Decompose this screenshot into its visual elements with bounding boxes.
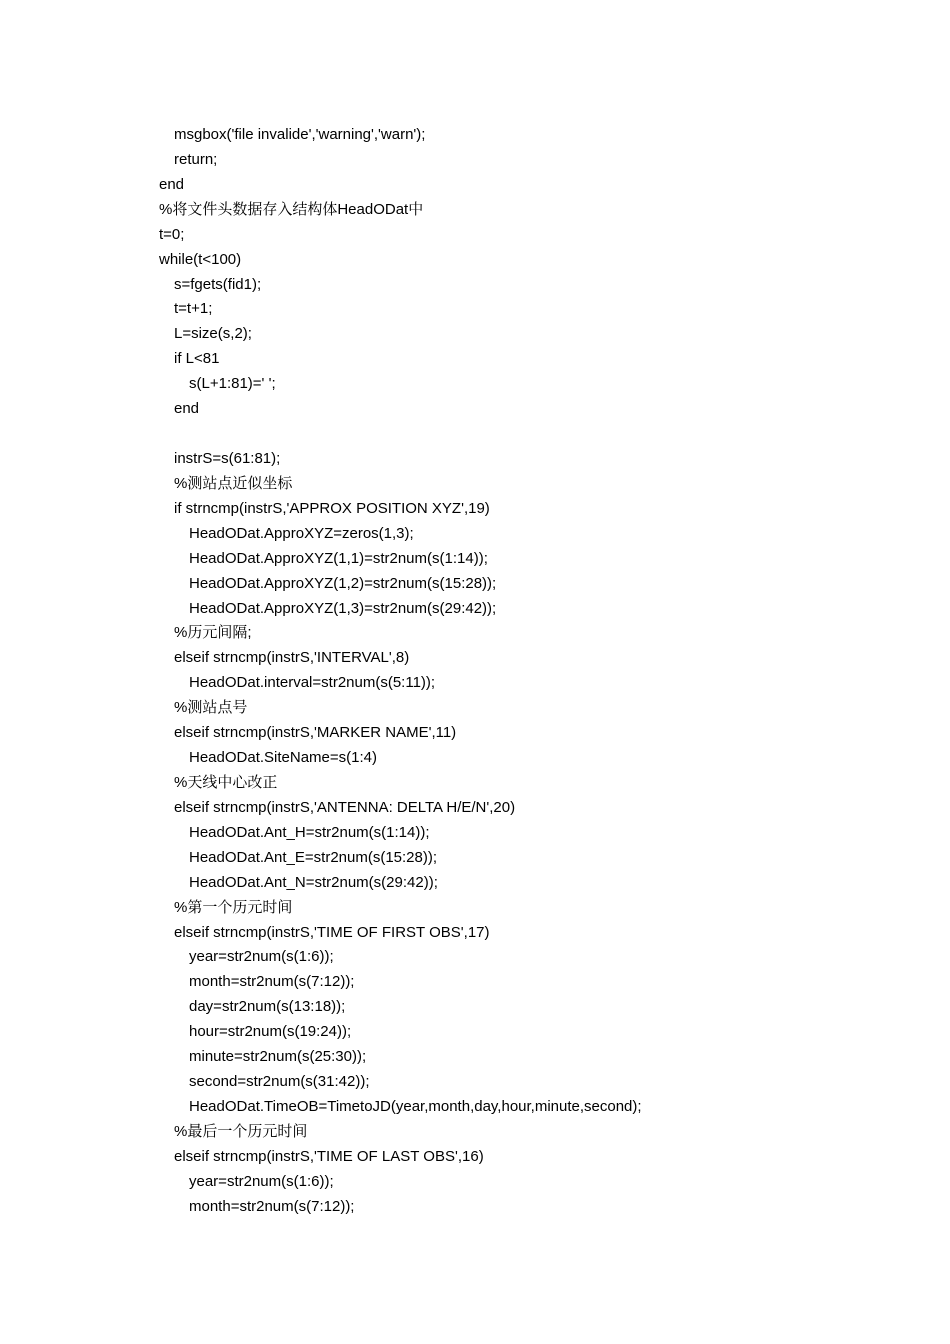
code-line: end: [174, 400, 200, 418]
code-line: elseif strncmp(instrS,'INTERVAL',8): [174, 649, 410, 667]
code-line: elseif strncmp(instrS,'ANTENNA: DELTA H/E/N',20): [174, 798, 516, 816]
code-line: month=str2num(s(7:12));: [189, 973, 355, 991]
code-line: HeadODat.interval=str2num(s(5:11));: [189, 674, 436, 692]
code-line: minute=str2num(s(25:30));: [189, 1048, 367, 1066]
comment-line: %第一个历元时间: [174, 898, 293, 916]
code-line: hour=str2num(s(19:24));: [189, 1023, 352, 1041]
code-line: while(t<100): [159, 250, 242, 268]
code-line: HeadODat.SiteName=s(1:4): [189, 749, 377, 767]
code-line: HeadODat.ApproXYZ(1,1)=str2num(s(1:14));: [189, 549, 488, 567]
comment-line: %天线中心改正: [174, 773, 278, 791]
code-line: L=size(s,2);: [174, 325, 252, 343]
code-line: msgbox('file invalide','warning','warn');: [174, 126, 426, 143]
code-line: HeadODat.ApproXYZ=zeros(1,3);: [189, 524, 414, 542]
code-line: elseif strncmp(instrS,'TIME OF FIRST OBS',17): [174, 923, 490, 941]
code-line: instrS=s(61:81);: [174, 449, 281, 467]
blank-line: [159, 422, 642, 447]
comment-line: %最后一个历元时间: [174, 1122, 308, 1140]
code-line: s=fgets(fid1);: [174, 275, 262, 293]
code-line: HeadODat.ApproXYZ(1,2)=str2num(s(15:28));: [189, 574, 497, 592]
comment-line: %测站点号: [174, 699, 248, 717]
comment-line: %历元间隔;: [174, 624, 252, 642]
code-line: t=0;: [159, 225, 185, 243]
code-line: second=str2num(s(31:42));: [189, 1073, 370, 1091]
code-line: end: [159, 175, 185, 193]
comment-line: %测站点近似坐标: [174, 474, 293, 492]
code-line: year=str2num(s(1:6));: [189, 1172, 334, 1190]
code-line: HeadODat.Ant_H=str2num(s(1:14));: [189, 823, 430, 841]
code-line: HeadODat.Ant_N=str2num(s(29:42));: [189, 873, 438, 891]
code-listing: [159, 123, 642, 1220]
code-line: HeadODat.Ant_E=str2num(s(15:28));: [189, 848, 438, 866]
code-line: s(L+1:81)=' ';: [189, 375, 276, 393]
comment-line: %将文件头数据存入结构体HeadODat中: [159, 200, 424, 218]
code-line: if L<81: [174, 350, 220, 368]
code-line: return;: [174, 150, 218, 168]
code-line: elseif strncmp(instrS,'MARKER NAME',11): [174, 724, 457, 742]
code-line: t=t+1;: [174, 300, 213, 318]
code-line: month=str2num(s(7:12));: [189, 1197, 355, 1215]
code-line: elseif strncmp(instrS,'TIME OF LAST OBS',16): [174, 1147, 484, 1165]
code-line: day=str2num(s(13:18));: [189, 998, 346, 1016]
code-line: HeadODat.ApproXYZ(1,3)=str2num(s(29:42));: [189, 599, 497, 617]
code-line: if strncmp(instrS,'APPROX POSITION XYZ',19): [174, 499, 490, 517]
code-line: HeadODat.TimeOB=TimetoJD(year,month,day,hour,minute,second);: [189, 1097, 642, 1115]
code-line: year=str2num(s(1:6));: [189, 948, 334, 966]
